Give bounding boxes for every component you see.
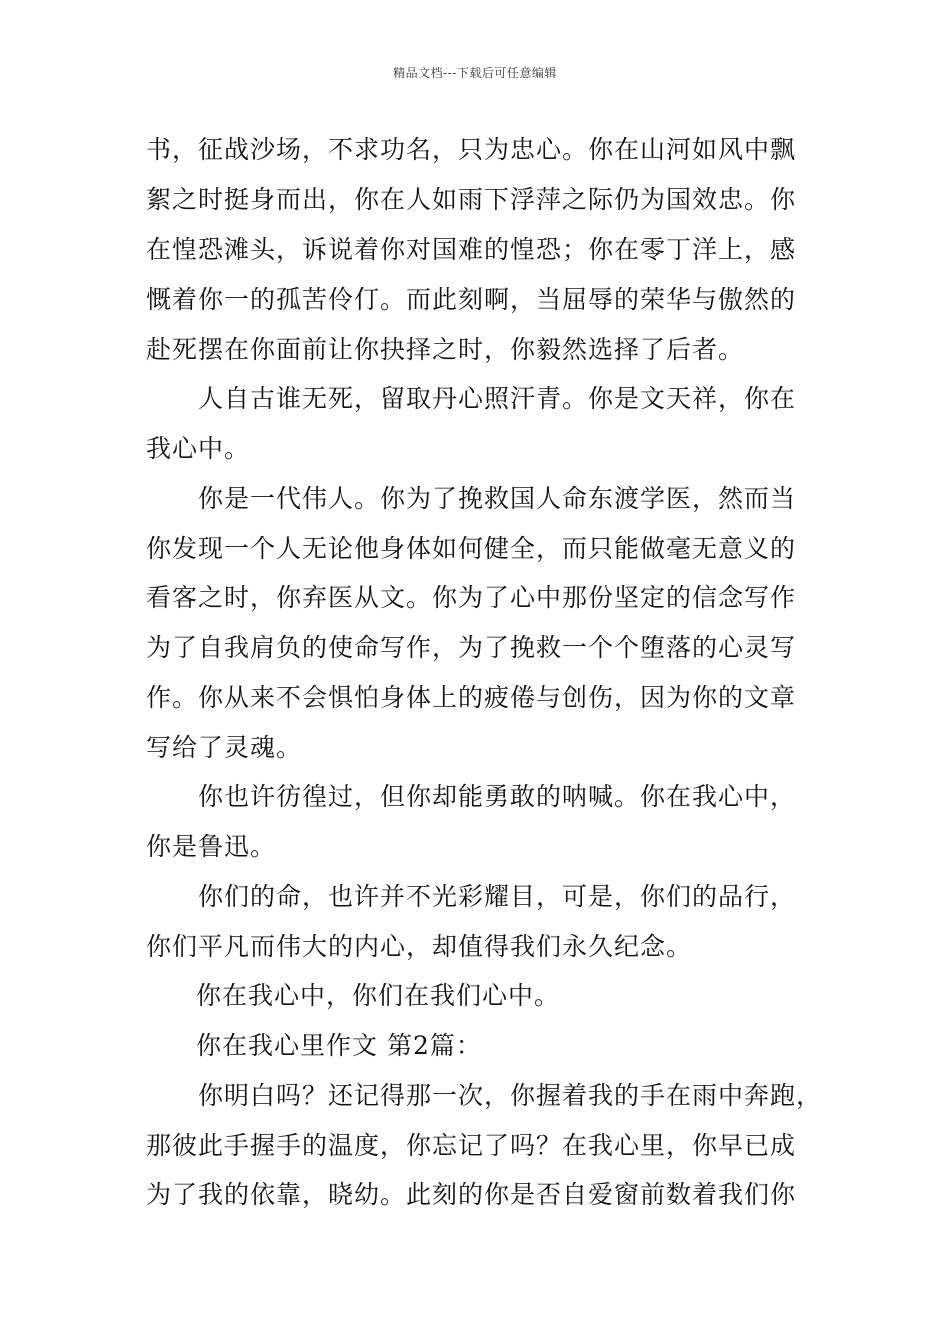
body-line: 书，征战沙场，不求功名，只为忠心。你在山河如风中飘	[146, 135, 797, 164]
page-header: 精品文档---下载后可任意编辑	[393, 66, 557, 80]
section-heading: 你在我心里作文 第2篇：	[196, 1031, 482, 1060]
body-line: 慨着你一的孤苦伶仃。而此刻啊，当屈辱的荣华与傲然的	[146, 285, 797, 314]
body-line: 为了我的依靠，晓幼。此刻的你是否自爱窗前数着我们你	[146, 1180, 797, 1209]
body-line: 那彼此手握手的温度，你忘记了吗？在我心里，你早已成	[146, 1131, 797, 1160]
body-line: 看客之时，你弃医从文。你为了心中那份坚定的信念写作	[146, 583, 797, 612]
body-line: 在惶恐滩头，诉说着你对国难的惶恐；你在零丁洋上，感	[146, 235, 797, 264]
body-line: 你在我心中，你们在我们心中。	[196, 981, 561, 1010]
body-line: 你们的命，也许并不光彩耀目，可是，你们的品行，	[198, 882, 797, 911]
body-line: 你是鲁迅。	[146, 832, 277, 861]
body-line: 我心中。	[146, 434, 251, 463]
body-line: 絮之时挺身而出，你在人如雨下浮萍之际仍为国效忠。你	[146, 185, 797, 214]
body-line: 作。你从来不会惧怕身体上的疲倦与创伤，因为你的文章	[146, 683, 797, 712]
body-line: 你也许彷徨过，但你却能勇敢的呐喊。你在我心中，	[198, 782, 797, 811]
body-line: 写给了灵魂。	[146, 733, 303, 762]
body-line: 你明白吗？还记得那一次，你握着我的手在雨中奔跑，	[198, 1081, 823, 1110]
body-line: 为了自我肩负的使命写作，为了挽救一个个堕落的心灵写	[146, 633, 797, 662]
body-line: 赴死摆在你面前让你抉择之时，你毅然选择了后者。	[146, 335, 745, 364]
body-line: 你是一代伟人。你为了挽救国人命东渡学医，然而当	[198, 484, 797, 513]
body-line: 你们平凡而伟大的内心，却值得我们永久纪念。	[146, 932, 693, 961]
body-line: 你发现一个人无论他身体如何健全，而只能做毫无意义的	[146, 534, 797, 563]
body-line: 人自古谁无死，留取丹心照汗青。你是文天祥，你在	[198, 384, 797, 413]
